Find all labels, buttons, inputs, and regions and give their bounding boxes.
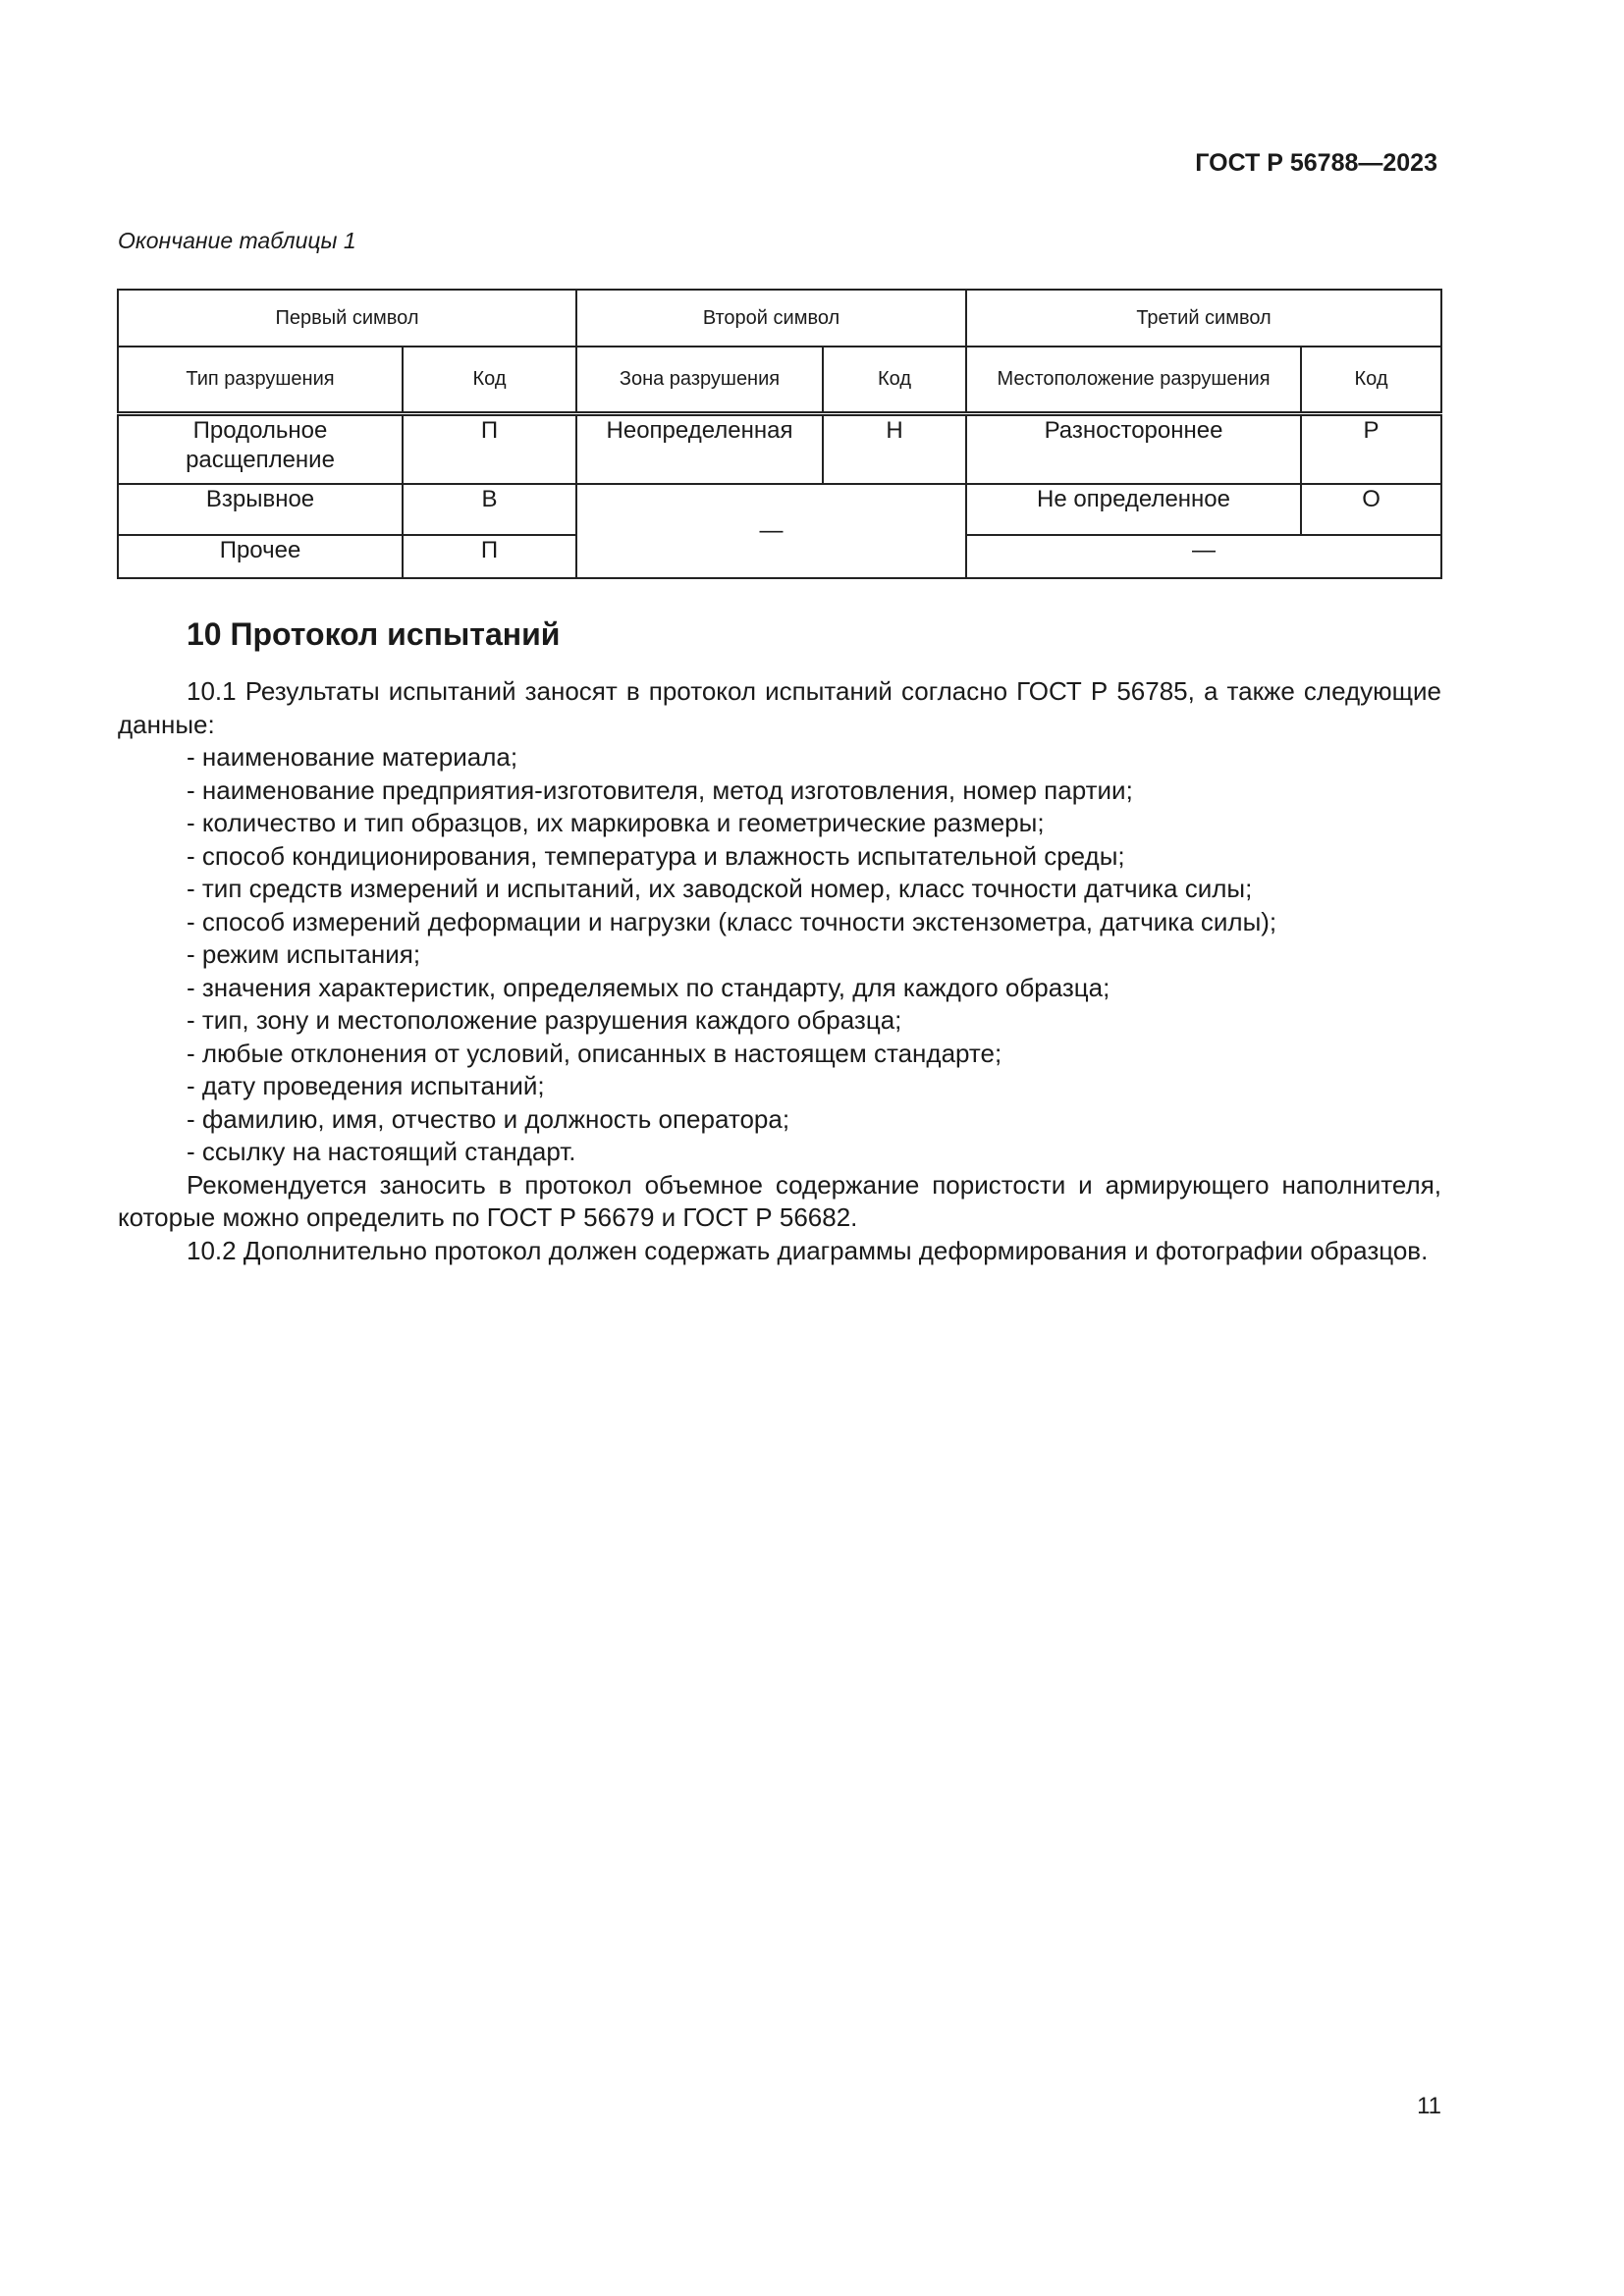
list-item: - режим испытания; [187,939,421,969]
list-item: - наименование предприятия-изготовителя, метод изготовления, номер партии; [187,774,1133,805]
list-item: - ссылку на настоящий стандарт. [187,1137,576,1166]
table-cell: Взрывное [118,484,403,535]
subheader-code: Код [1301,347,1441,413]
failure-code-table [117,289,1442,579]
section-body [118,675,1441,1267]
list-item: - тип средств измерений и испытаний, их заводской номер, класс точности датчика силы; [187,874,1253,903]
table-cell: П [403,413,576,484]
list-item: - способ кондиционирования, температура и влажность испытательной среды; [187,840,1125,871]
list-item: - дату проведения испытаний; [187,1071,545,1100]
list-item: - любые отклонения от условий, описанных в настоящем стандарте; [187,1038,1002,1068]
table-cell-merged: — [576,484,966,578]
group-header-first-symbol: Первый символ [118,290,576,347]
table-subheader-row [118,347,1441,413]
group-header-third-symbol: Третий символ [966,290,1441,347]
list-item: - количество и тип образцов, их маркировка и геометрические размеры; [187,808,1045,837]
subheader-failure-zone: Зона разрушения [576,347,823,413]
page-number: 11 [1417,2093,1441,2119]
table-cell: Разностороннее [966,413,1301,484]
table-cell: П [403,535,576,578]
subheader-code: Код [403,347,576,413]
table-cell: Р [1301,413,1441,484]
list-item: - способ измерений деформации и нагрузки (класс точности экстензометра, датчика силы); [187,906,1277,936]
table-cell: О [1301,484,1441,535]
protocol-items-list [118,741,1441,1169]
table-cell-merged: — [966,535,1441,578]
group-header-second-symbol: Второй символ [576,290,966,347]
document-code: ГОСТ Р 56788—2023 [1195,149,1437,177]
table-cell: Не определенное [966,484,1301,535]
paragraph-10-2: 10.2 Дополнительно протокол должен содержать диаграммы деформирования и фотографии образцов. [187,1235,1429,1265]
table-caption: Окончание таблицы 1 [118,228,356,253]
list-item: - тип, зону и местоположение разрушения каждого образца; [187,1005,902,1035]
paragraph-recommendation: Рекомендуется заносить в протокол объемное содержание пористости и армирующего наполнителя, которые можно определить по ГОСТ Р 56679 и ГОСТ Р 56682. [118,1169,1441,1232]
table-cell: Продольное расщепление [118,413,403,484]
table-cell: Неопределенная [576,413,823,484]
subheader-failure-type: Тип разрушения [118,347,403,413]
table-cell: Прочее [118,535,403,578]
paragraph-10-1: 10.1 Результаты испытаний заносят в протокол испытаний согласно ГОСТ Р 56785, а также следующие данные: [118,676,1441,739]
subheader-code: Код [823,347,966,413]
table-cell: Н [823,413,966,484]
list-item: - фамилию, имя, отчество и должность оператора; [187,1103,790,1134]
list-item: - наименование материала; [187,742,518,772]
section-title: 10 Протокол испытаний [187,616,561,652]
list-item: - значения характеристик, определяемых по стандарту, для каждого образца; [187,972,1110,1002]
table-group-header-row [118,290,1441,347]
table-cell: В [403,484,576,535]
subheader-failure-location: Местоположение разрушения [966,347,1301,413]
table-row [118,484,1441,535]
table-row [118,413,1441,484]
